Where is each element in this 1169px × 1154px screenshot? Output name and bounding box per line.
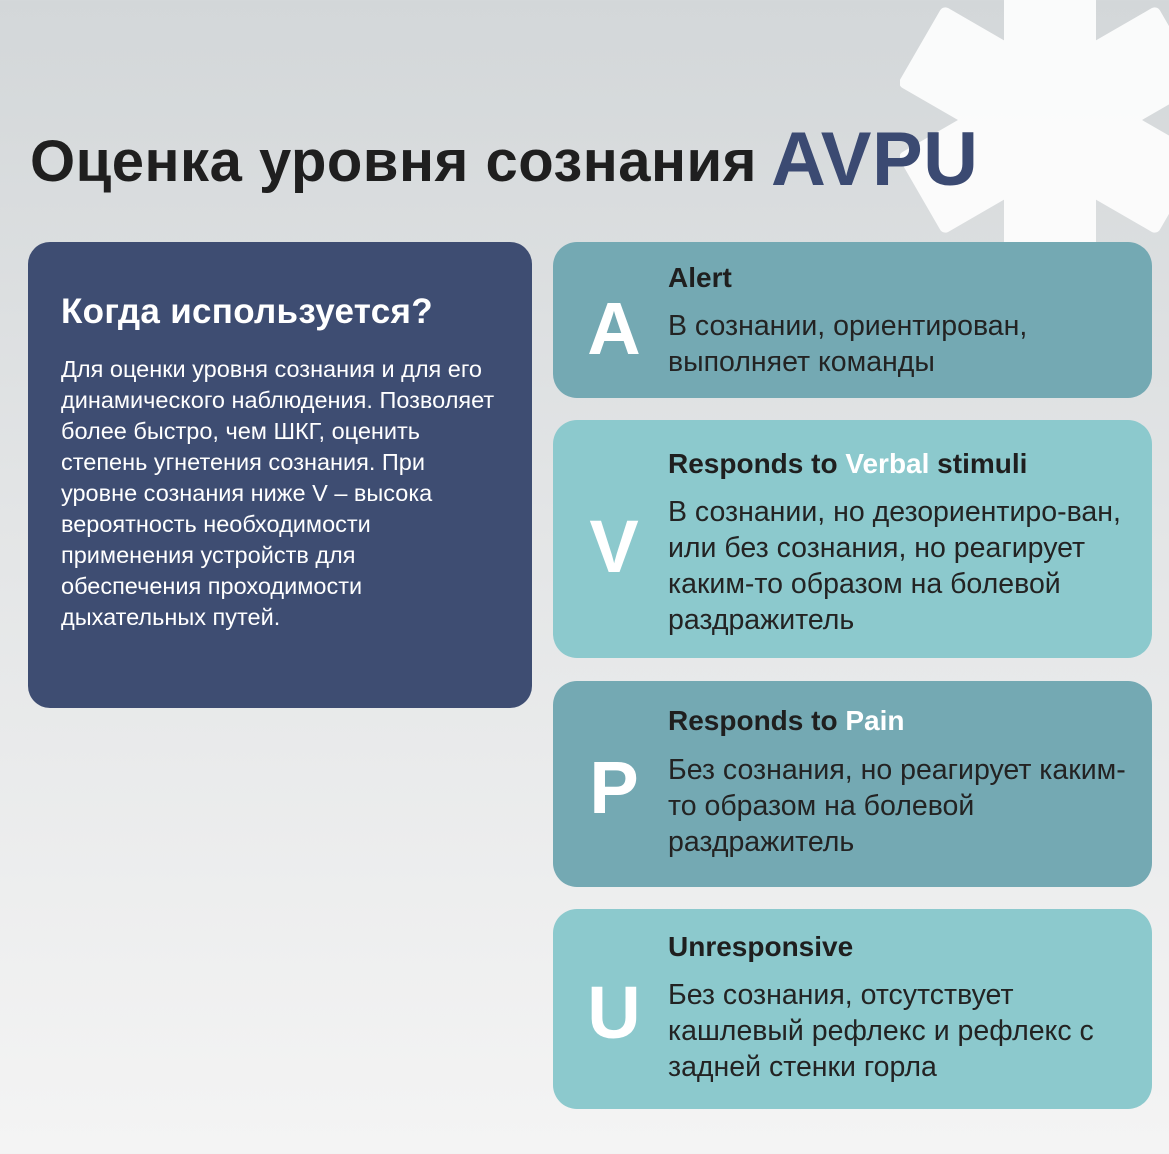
usage-info-card: [28, 242, 532, 708]
level-title-prefix: Responds to: [668, 448, 846, 479]
level-title-highlight: Pain: [845, 705, 905, 736]
level-title: Unresponsive: [668, 931, 854, 962]
level-title: [668, 705, 1132, 737]
level-letter: U: [587, 971, 641, 1054]
level-card-pain: [553, 681, 1152, 887]
page-title: [30, 112, 979, 202]
usage-heading: Когда используется?: [61, 292, 433, 331]
level-title: Alert: [668, 262, 732, 293]
title-accent: AVPU: [771, 117, 979, 202]
level-card-alert: [553, 242, 1152, 398]
level-description: Без сознания, но реагирует каким-то образом на болевой раздражитель: [668, 754, 1126, 858]
level-description: Без сознания, отсутствует кашлевый рефлекс и рефлекс с задней стенки горла: [668, 979, 1094, 1083]
level-title-prefix: Responds to: [668, 705, 846, 736]
level-letter: A: [587, 287, 641, 370]
level-letter: P: [589, 746, 639, 829]
level-card-unresponsive: [553, 909, 1152, 1109]
level-title: [668, 448, 1132, 480]
level-title-suffix: stimuli: [929, 448, 1028, 479]
level-description: В сознании, ориентирован, выполняет команды: [668, 310, 1028, 378]
level-description: В сознании, но дезориентиро-ван, или без сознания, но реагирует каким-то образом на болевой раздражитель: [668, 496, 1121, 636]
level-title-highlight: Verbal: [845, 448, 930, 479]
usage-text: Для оценки уровня сознания и для его динамического наблюдения. Позволяет более быстро, чем ШКГ, оценить степень угнетения сознания. При уровне сознания ниже V – высока вероятность необходимости применения устройств для обеспечения проходимости дыхательных путей.: [61, 356, 495, 630]
level-letter: V: [589, 505, 639, 588]
title-text: Оценка уровня сознания: [30, 129, 758, 194]
level-card-verbal: [553, 420, 1152, 658]
